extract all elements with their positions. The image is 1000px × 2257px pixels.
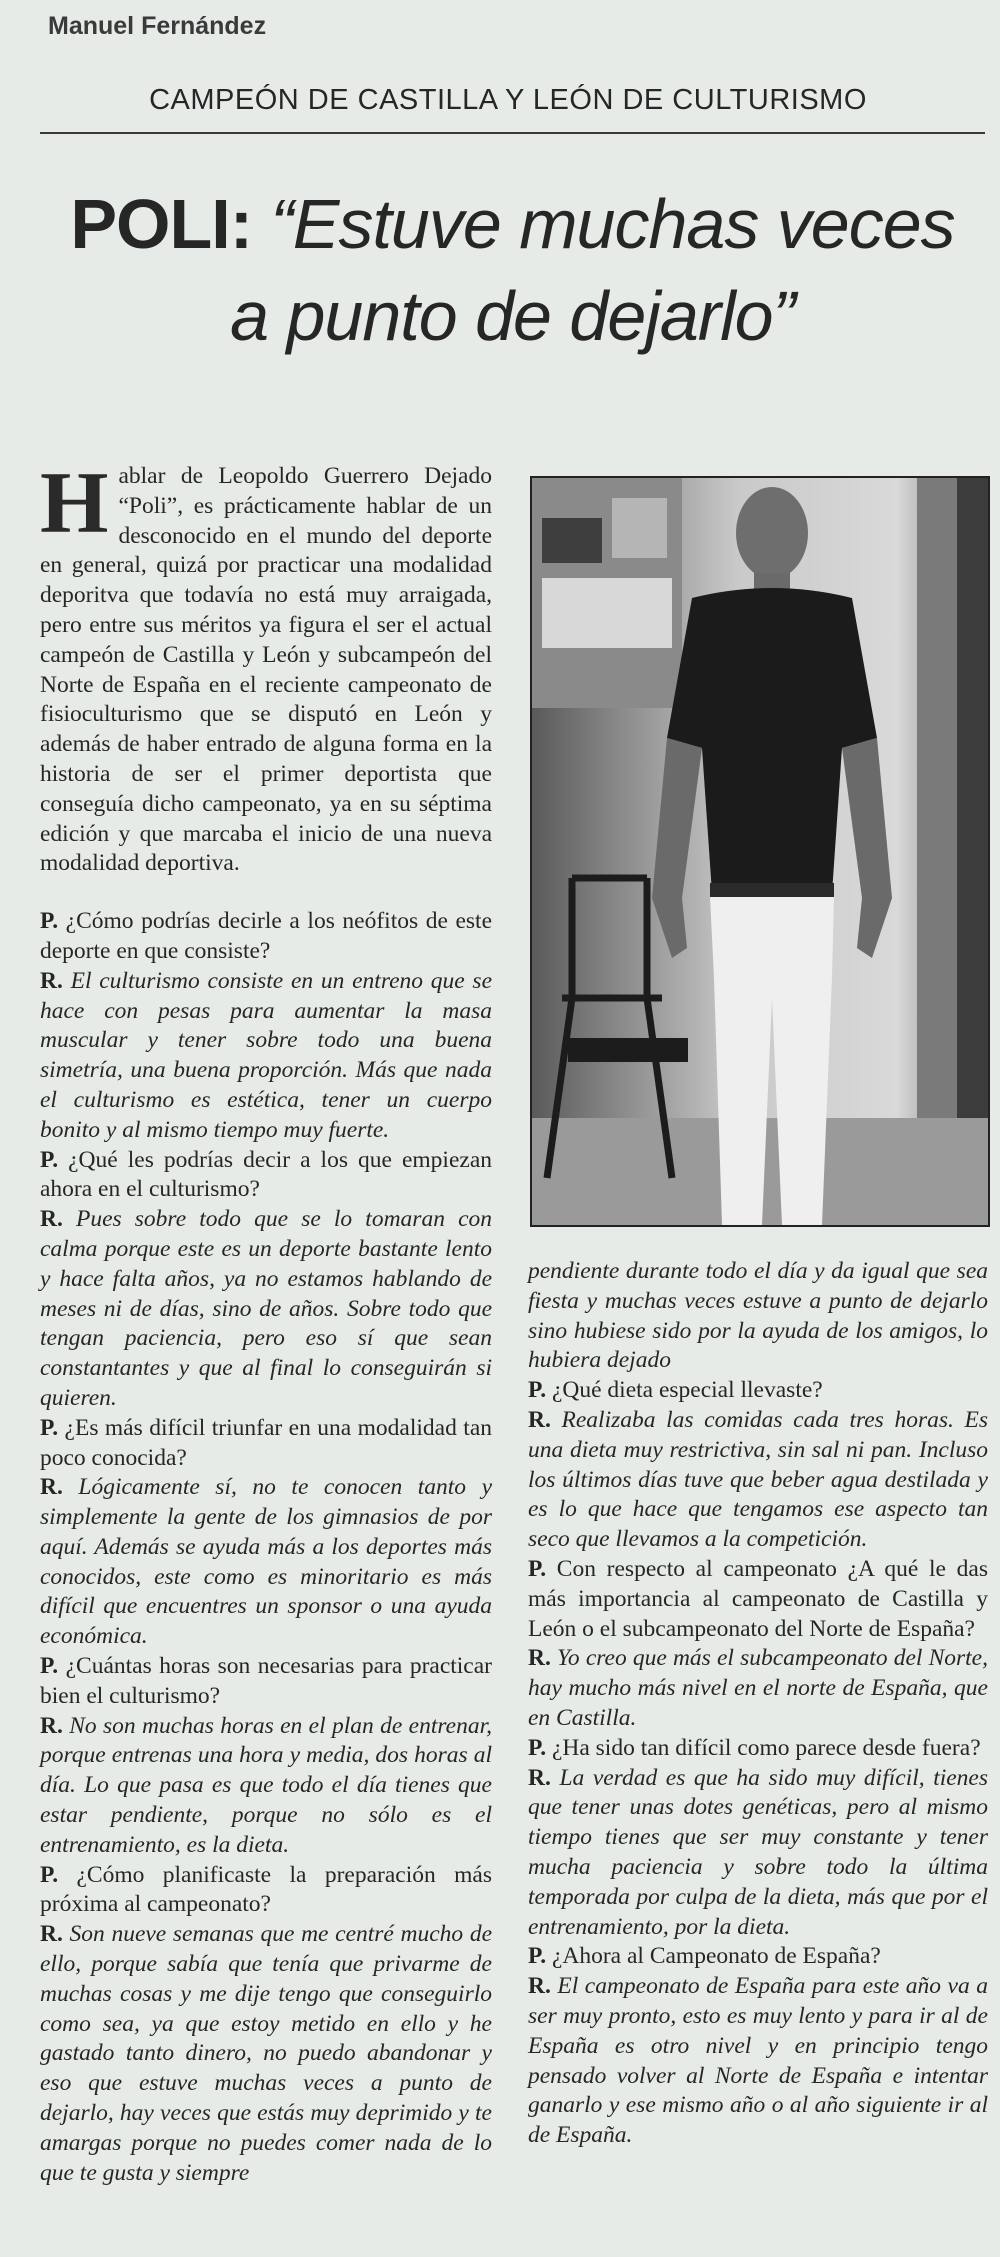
question: P. Con respecto al campeonato ¿A qué le das más importancia al campeonato de Castilla y León o el subcampeonato del Norte de España? [528,1555,989,1642]
question: P. ¿Cómo planificaste la preparación más próxima al campeonato? [40,1861,492,1918]
question: P. ¿Cómo podrías decirle a los neófitos de este deporte en que consiste? [40,908,493,964]
question: P. ¿Qué dieta especial llevaste? [528,1377,823,1404]
answer-continuation: pendiente durante todo el día y da igual que sea fiesta y muchas veces estuve a punto de dejarlo sino hubiese sido por la ayuda de los amigos, lo hubiera dejado [528,1258,988,1374]
answer: R. Pues sobre todo que se lo tomaran con calma porque este es un deporte bastante lento y hace falta años, ya no estamos hablando de meses ni de días, sino de años. Sobre todo que tengan paciencia, pero eso sí que sean constantantes y que al final lo conseguirán si quieren. [40,1206,493,1411]
headline-quote-line2: a punto de dejarlo” [230,277,795,355]
question: P. ¿Ha sido tan difícil como parece desde fuera? [528,1734,981,1761]
drop-cap: H [40,455,109,552]
headline-name: POLI: [70,185,253,263]
intro-paragraph [40,455,492,879]
answer: R. El culturismo consiste en un entreno que se hace con pesas para aumentar la masa muscular y tener sobre todo una buena simetría, una buena proporción. Más que nada el culturismo es estética, tener un cuerpo bonito y al mismo tiempo muy fuerte. [40,967,492,1143]
answer: R. Yo creo que más el subcampeonato del Norte, hay mucho más nivel en el norte de España, que en Castilla. [528,1645,988,1731]
answer: R. La verdad es que ha sido muy difícil, tienes que tener unas dotes genéticas, pero al mismo tiempo tienes que ser muy constante y tener mucha paciencia y sobre todo la última temporada por culpa de la dieta, más que por el entrenamiento, por la dieta. [528,1764,989,1940]
answer: R. Son nueve semanas que me centré mucho de ello, porque sabía que tenía que privarme de muchas cosas y me dije tengo que conseguirlo como sea, ya que estoy metido en ello y he gastado tanto dinero, no puedo abandonar y eso que estuve muchas veces a punto de dejarlo, hay veces que estás muy deprimido y te amargas porque no puedes comer nada de lo que te gusta y siempre [40,1921,493,2186]
answer: R. Lógicamente sí, no te conocen tanto y simplemente la gente de los gimnasios de por aquí. Además se ayuda más a los deportes más conocidos, este como es minoritario es más difícil que encuentres un sponsor o una ayuda económica. [40,1474,492,1650]
question: P. ¿Qué les podrías decir a los que empiezan ahora en el culturismo? [40,1146,493,1203]
intro-text: ablar de Leopoldo Guerrero Dejado “Poli”, es prácticamente hablar de un desconocido en el mundo del deporte en general, quizá por practicar una modalidad deporitva que todavía no está muy arraigada, pero entre sus méritos ya figura el ser el actual campeón de Castilla y León y subcampeón del Norte de España en el reciente campeonato de fisioculturismo que se disputó en León y además de haber entrado de alguna forma en la historia de ser el primer deportista que conseguía dicho campeonato, ya en su séptima edición y que marcaba el inicio de una nueva modalidad deportiva. [40,463,492,877]
answer: R. Realizaba las comidas cada tres horas. Es una dieta muy restrictiva, sin sal ni pan. Incluso los últimos días tuve que beber agua destilada y es lo que hace que tengamos ese aspecto tan seco que llevamos a la competición. [528,1406,989,1553]
answer: R. No son muchas horas en el plan de entrenar, porque entrenas una hora y media, dos horas al día. Lo que pasa es que todo el día tienes que estar pendiente, porque no sólo es el entrenamiento, es la dieta. [40,1712,492,1858]
answer: R. El campeonato de España para este año va a ser muy pronto, esto es muy lento y para ir al de España es otro nivel y en principio tengo pensado volver al Norte de España e intentar ganarlo y ese mismo año o al año siguiente ir al de España. [528,1973,988,2149]
header-rule [40,132,985,134]
section-heading: CAMPEÓN DE CASTILLA Y LEÓN DE CULTURISMO [149,84,867,116]
question: P. ¿Ahora al Campeonato de España? [528,1943,881,1970]
author-byline: Manuel Fernández [48,12,267,40]
athlete-photo [530,476,990,1227]
question: P. ¿Cuántas horas son necesarias para practicar bien el culturismo? [40,1653,492,1709]
headline-quote-line1: “Estuve muchas veces [270,185,955,263]
article-column-right [528,1257,988,2151]
question: P. ¿Es más difícil triunfar en una modalidad tan poco conocida? [40,1414,492,1471]
article-column-left [40,455,493,2188]
headline [40,178,985,362]
